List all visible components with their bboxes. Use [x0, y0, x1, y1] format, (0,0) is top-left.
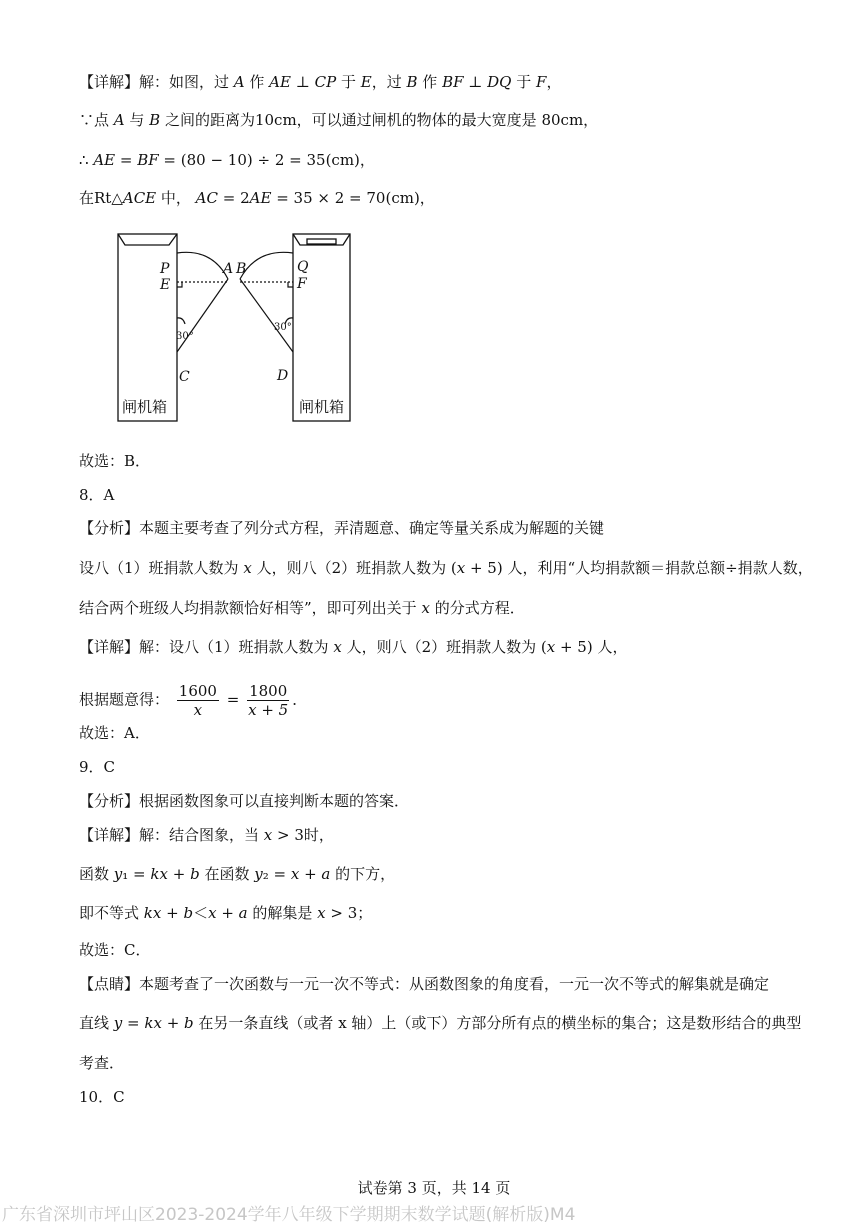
fraction: [177, 682, 219, 719]
label-F: F: [297, 276, 307, 292]
label-P: P: [160, 261, 170, 277]
math-symbol: B: [149, 111, 161, 129]
math-symbol: b: [184, 1014, 194, 1032]
text-span: 之间的距离为10cm，可以通过闸机的物体的最大宽度是 80cm，: [160, 111, 599, 129]
text-span: 故选：B．: [79, 452, 151, 470]
math-symbol: a: [321, 865, 331, 883]
text-span: +: [299, 865, 322, 883]
math-symbol: AE: [249, 189, 272, 207]
text-span: = (80 − 10) ÷ 2 = 35(cm)，: [158, 151, 375, 169]
text-line: [79, 974, 769, 994]
math-symbol: kx: [150, 865, 168, 883]
math-symbol: b: [190, 865, 200, 883]
text-line: [79, 451, 150, 471]
math-symbol: B: [406, 73, 418, 91]
text-span: 在另一条直线（或者 x 轴）上（或下）方部分所有点的横坐标的集合；这是数形结合的典型: [193, 1014, 802, 1032]
math-symbol: y: [113, 865, 123, 883]
text-span: 故选：C．: [79, 941, 151, 959]
fraction-denominator: x + 5: [248, 701, 289, 719]
label-B: B: [236, 261, 247, 277]
math-symbol: x: [290, 865, 300, 883]
text-span: 在Rt△: [79, 189, 123, 207]
text-span: + 5) 人，利用“人均捐款额＝捐款总额÷捐款人数，: [465, 559, 813, 577]
math-symbol: BF: [442, 73, 464, 91]
math-symbol: kx: [144, 1014, 162, 1032]
label-A: A: [223, 261, 234, 277]
text-span: 故选：A．: [79, 724, 150, 742]
text-span: 根据题意得：: [79, 690, 174, 709]
math-symbol: x: [263, 826, 273, 844]
math-symbol: a: [238, 904, 248, 922]
text-span: 人，则八（2）班捐款人数为 (: [341, 638, 547, 656]
text-span: =: [122, 1014, 145, 1032]
text-line: [79, 903, 372, 923]
text-line: [79, 485, 114, 505]
fraction: [247, 682, 289, 719]
math-symbol: AC: [195, 189, 218, 207]
math-symbol: x: [546, 638, 556, 656]
watermark: 广东省深圳市坪山区2023-2024学年八年级下学期期末数学试题(解析版)M4: [2, 1205, 576, 1225]
text-span: 作: [244, 73, 270, 91]
text-span: 在函数: [199, 865, 255, 883]
math-symbol: A: [113, 111, 125, 129]
math-symbol: x: [208, 904, 217, 922]
math-symbol: CP: [314, 73, 337, 91]
text-line: [79, 1053, 124, 1073]
text-line: [79, 188, 435, 208]
math-symbol: x: [243, 559, 252, 577]
text-line: [79, 558, 813, 578]
text-span: 【分析】根据函数图象可以直接判断本题的答案．: [79, 792, 410, 810]
text-span: 函数: [79, 865, 114, 883]
text-span: 考查．: [79, 1054, 125, 1072]
text-span: + 5) 人，: [555, 638, 628, 656]
text-line: [79, 723, 150, 743]
text-span: 即不等式: [79, 904, 144, 922]
text-line: [79, 682, 307, 719]
left-box-label: 闸机箱: [122, 398, 168, 416]
text-line: [79, 1013, 801, 1033]
text-line: [79, 791, 409, 811]
math-symbol: BF: [137, 151, 159, 169]
math-symbol: x: [421, 599, 430, 617]
math-symbol: kx: [143, 904, 162, 922]
text-span: +: [167, 865, 191, 883]
text-span: 设八（1）班捐款人数为: [79, 559, 244, 577]
text-line: [79, 757, 115, 777]
label-Q: Q: [297, 259, 309, 275]
text-span: 于: [336, 73, 361, 91]
math-symbol: y: [113, 1014, 123, 1032]
math-symbol: x: [456, 559, 466, 577]
label-E: E: [160, 277, 171, 293]
fraction-numerator: 1800: [249, 682, 288, 700]
text-span: 9．C: [79, 758, 116, 776]
text-line: [79, 598, 525, 618]
math-symbol: ACE: [122, 189, 157, 207]
text-span: 【详解】解：结合图象，当: [79, 826, 264, 844]
text-line: [79, 150, 375, 170]
right-arm: [240, 252, 293, 352]
text-span: > 3时，: [272, 826, 334, 844]
text-line: [79, 940, 150, 960]
text-span: +: [161, 904, 184, 922]
text-span: ∴: [79, 151, 94, 169]
text-line: [79, 72, 561, 92]
text-span: 的分式方程．: [429, 599, 525, 617]
text-span: 【详解】解：设八（1）班捐款人数为: [79, 638, 334, 656]
text-span: 直线: [79, 1014, 114, 1032]
text-line: [79, 864, 395, 884]
math-symbol: AE: [93, 151, 116, 169]
text-span: =: [221, 690, 245, 709]
text-span: 与: [124, 111, 150, 129]
angle-label-left: 30°: [176, 331, 194, 342]
text-span: ∵点: [79, 111, 114, 129]
math-symbol: A: [233, 73, 245, 91]
text-span: ，过: [371, 73, 407, 91]
math-symbol: x: [333, 638, 342, 656]
text-line: [79, 518, 604, 538]
text-span: 【分析】本题主要考查了列分式方程，弄清题意、确定等量关系成为解题的关键: [79, 519, 605, 537]
math-symbol: AE: [269, 73, 291, 91]
text-span: ＜: [193, 904, 209, 922]
fraction-denominator: x: [193, 701, 203, 719]
text-span: 10．C: [79, 1088, 125, 1106]
text-span: 中，: [156, 189, 196, 207]
text-line: [79, 110, 598, 130]
page-footer: 试卷第 3 页，共 14 页: [357, 1179, 511, 1197]
right-box-label: 闸机箱: [299, 398, 345, 416]
text-span: 的解集是: [247, 904, 318, 922]
text-span: +: [161, 1014, 185, 1032]
text-span: ₂ =: [262, 865, 291, 883]
text-span: 【详解】解：如图，过: [79, 73, 234, 91]
text-span: ．: [292, 690, 308, 709]
math-symbol: b: [183, 904, 194, 922]
math-symbol: y: [254, 865, 263, 883]
text-span: 结合两个班级人均捐款额恰好相等”，即可列出关于: [79, 599, 422, 617]
math-symbol: F: [536, 73, 547, 91]
text-span: 人，则八（2）班捐款人数为 (: [251, 559, 457, 577]
text-span: ⊥: [290, 73, 315, 91]
turnstile-diagram: [112, 226, 362, 426]
text-span: 8．A: [79, 486, 115, 504]
math-symbol: E: [360, 73, 372, 91]
text-span: 【点睛】本题考查了一次函数与一元一次不等式：从函数图象的角度看，一元一次不等式的解集就是确定: [79, 975, 770, 993]
text-span: 的下方，: [330, 865, 396, 883]
text-span: ₁ =: [122, 865, 151, 883]
text-span: +: [216, 904, 239, 922]
text-line: [79, 825, 334, 845]
text-span: ，: [546, 73, 562, 91]
text-span: 作: [417, 73, 443, 91]
text-span: ⊥: [463, 73, 488, 91]
fraction-numerator: 1600: [178, 682, 217, 700]
text-span: 于: [511, 73, 537, 91]
text-line: [79, 637, 627, 657]
text-line: [79, 1087, 125, 1107]
text-span: = 2: [217, 189, 250, 207]
angle-label-right: 30°: [274, 322, 292, 333]
text-span: =: [115, 151, 138, 169]
label-D: D: [277, 368, 289, 384]
text-span: = 35 × 2 = 70(cm)，: [271, 189, 435, 207]
text-span: > 3；: [325, 904, 373, 922]
label-C: C: [179, 369, 190, 385]
math-symbol: x: [317, 904, 326, 922]
math-symbol: DQ: [487, 73, 512, 91]
